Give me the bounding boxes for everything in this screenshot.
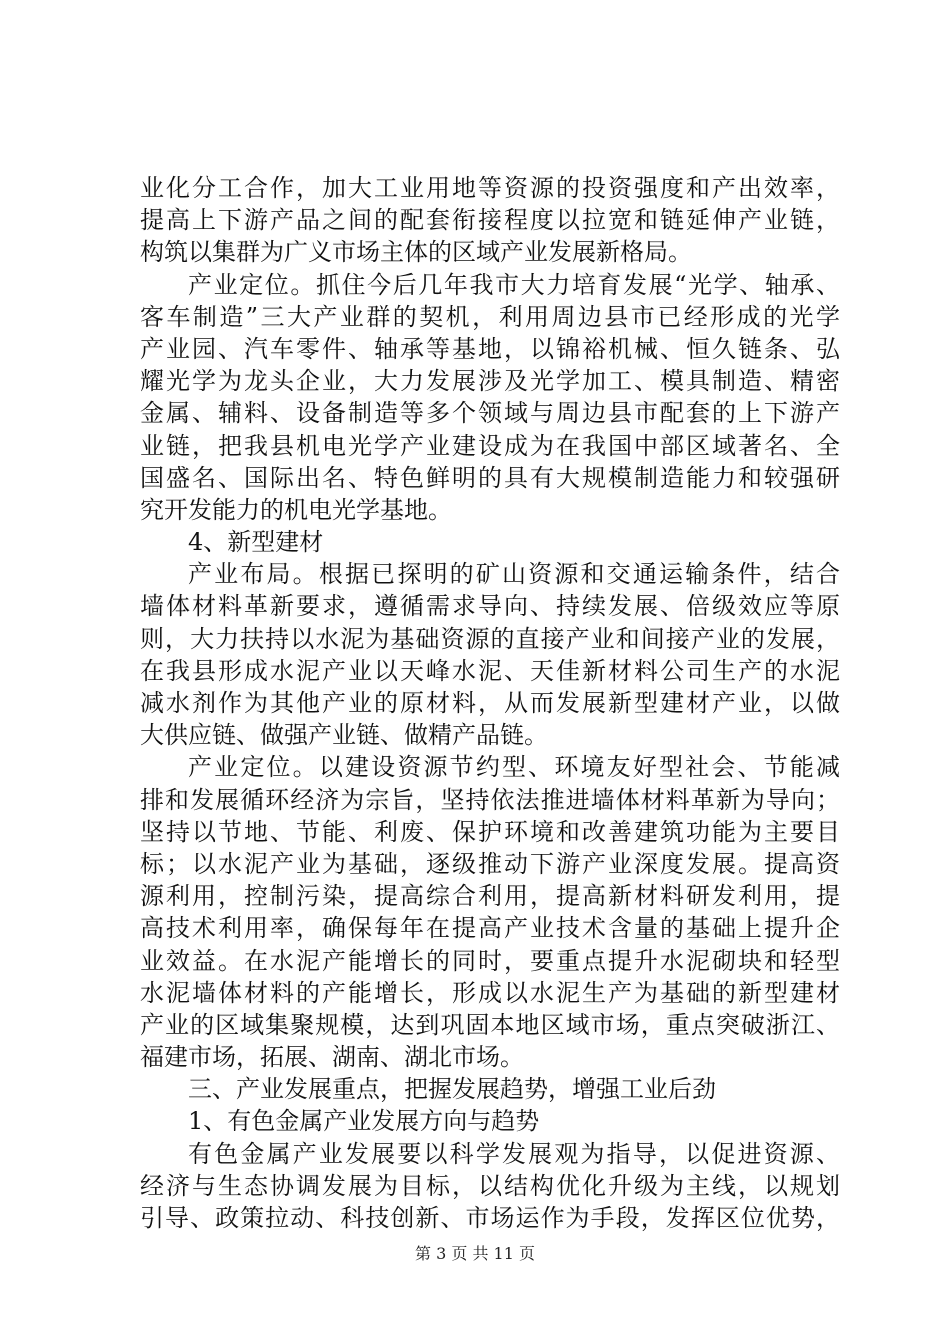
- text-line: 构筑以集群为广义市场主体的区域产业发展新格局。: [140, 238, 692, 267]
- page-number-footer: 第 3 页 共 11 页: [415, 1244, 535, 1263]
- text-line: 产业园、汽车零件、轴承等基地，以锦裕机械、恒久链条、弘: [140, 334, 840, 363]
- text-line: 产业布局。根据已探明的矿山资源和交通运输条件，结合: [188, 560, 840, 589]
- text-line: 在我县形成水泥产业以天峰水泥、天佳新材料公司生产的水泥: [140, 656, 840, 685]
- text-line: 引导、政策拉动、科技创新、市场运作为手段，发挥区位优势，: [140, 1204, 840, 1232]
- text-line: 产业的区域集聚规模，达到巩固本地区域市场，重点突破浙江、: [140, 1010, 840, 1039]
- text-line: 坚持以节地、节能、利废、保护环境和改善建筑功能为主要目: [140, 817, 840, 846]
- text-line: 墙体材料革新要求，遵循需求导向、持续发展、倍级效应等原: [140, 592, 840, 621]
- text-line: 1、有色金属产业发展方向与趋势: [188, 1107, 540, 1136]
- text-line: 4、新型建材: [188, 528, 324, 557]
- text-line: 源利用，控制污染，提高综合利用，提高新材料研发利用，提: [140, 882, 840, 911]
- text-line: 国盛名、国际出名、特色鲜明的具有大规模制造能力和较强研: [140, 463, 840, 492]
- text-line: 三、产业发展重点，把握发展趋势，增强工业后劲: [188, 1075, 716, 1104]
- text-line: 业链，把我县机电光学产业建设成为在我国中部区域著名、全: [140, 431, 840, 460]
- text-line: 究开发能力的机电光学基地。: [140, 495, 452, 524]
- text-line: 产业定位。抓住今后几年我市大力培育发展“光学、轴承、: [188, 270, 840, 299]
- text-line: 业效益。在水泥产能增长的同时，要重点提升水泥砌块和轻型: [140, 946, 840, 975]
- text-line: 经济与生态协调发展为目标，以结构优化升级为主线，以规划: [140, 1171, 840, 1200]
- text-line: 水泥墙体材料的产能增长，形成以水泥生产为基础的新型建材: [140, 978, 840, 1007]
- text-line: 标；以水泥产业为基础，逐级推动下游产业深度发展。提高资: [140, 849, 840, 878]
- text-line: 大供应链、做强产业链、做精产品链。: [140, 721, 548, 750]
- text-line: 耀光学为龙头企业，大力发展涉及光学加工、模具制造、精密: [140, 367, 840, 396]
- text-line: 福建市场，拓展、湖南、湖北市场。: [140, 1043, 524, 1072]
- text-line: 客车制造”三大产业群的契机，利用周边县市已经形成的光学: [140, 302, 840, 331]
- text-line: 则，大力扶持以水泥为基础资源的直接产业和间接产业的发展，: [140, 624, 840, 653]
- text-line: 减水剂作为其他产业的原材料，从而发展新型建材产业，以做: [140, 689, 840, 717]
- text-line: 业化分工合作，加大工业用地等资源的投资强度和产出效率，: [140, 174, 840, 202]
- text-line: 产业定位。以建设资源节约型、环境友好型社会、节能减: [188, 753, 840, 782]
- text-line: 排和发展循环经济为宗旨，坚持依法推进墙体材料革新为导向；: [140, 785, 840, 814]
- text-line: 高技术利用率，确保每年在提高产业技术含量的基础上提升企: [140, 914, 840, 943]
- document-body: [140, 172, 840, 1234]
- text-line: 有色金属产业发展要以科学发展观为指导，以促进资源、: [188, 1139, 840, 1168]
- text-line: 金属、辅料、设备制造等多个领域与周边县市配套的上下游产: [140, 399, 840, 428]
- text-line: 提高上下游产品之间的配套衔接程度以拉宽和链延伸产业链，: [140, 206, 840, 235]
